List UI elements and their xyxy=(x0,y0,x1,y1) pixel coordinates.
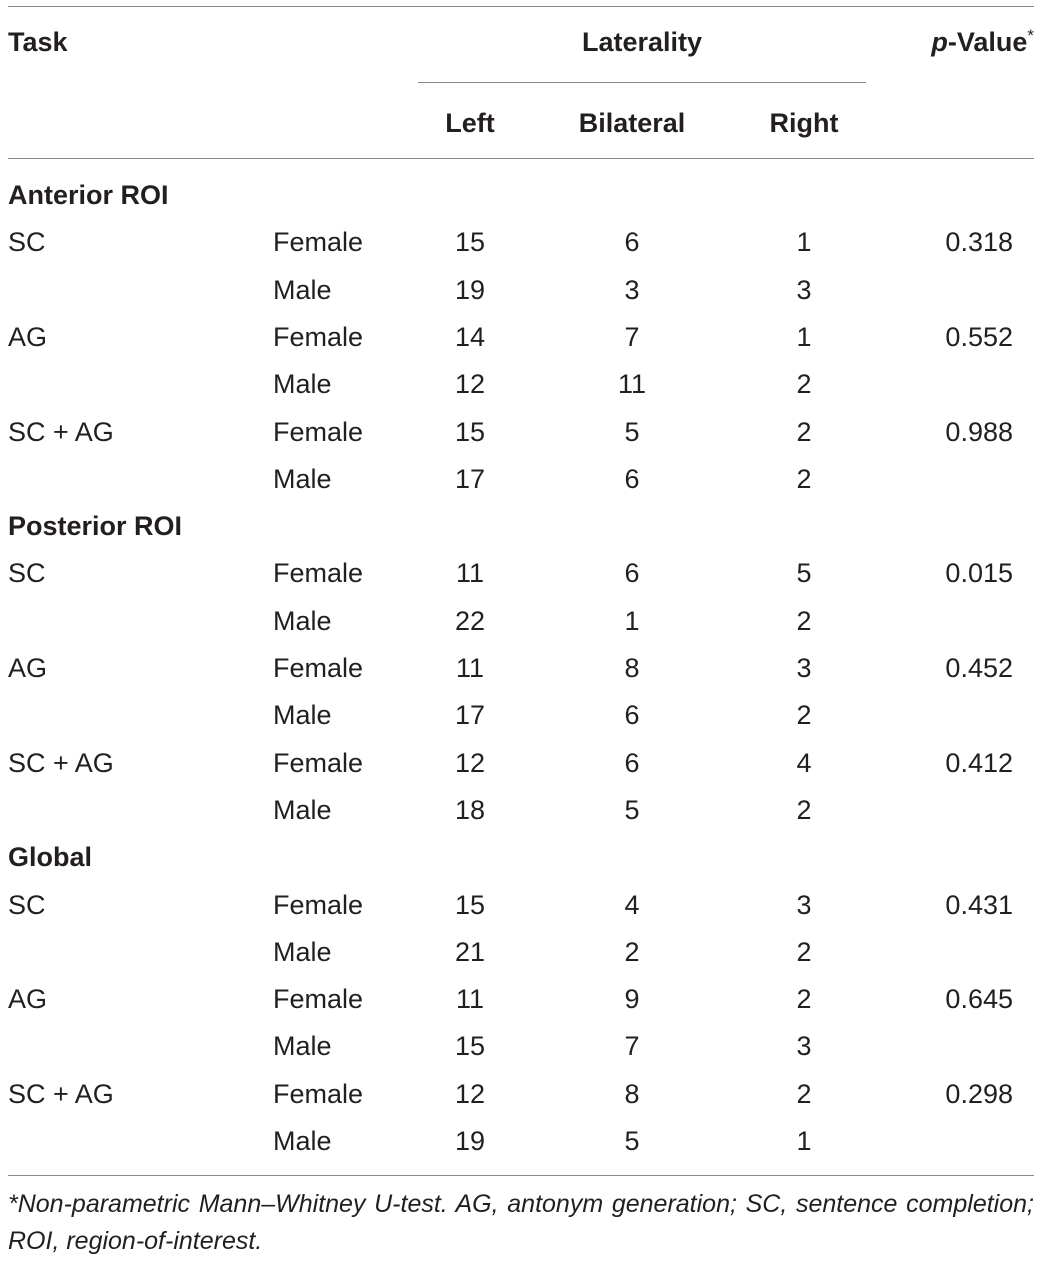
sex-label: Female xyxy=(273,558,364,589)
left-count: 15 xyxy=(454,227,486,258)
left-count: 15 xyxy=(454,416,486,447)
laterality-rule xyxy=(418,82,866,83)
right-count: 2 xyxy=(796,416,812,447)
task-label: SC xyxy=(8,227,46,258)
bilateral-count: 6 xyxy=(624,747,640,778)
left-count: 19 xyxy=(454,1126,486,1156)
p-value: 0.431 xyxy=(945,889,1013,920)
p-value: 0.015 xyxy=(945,558,1013,589)
header-bilateral: Bilateral xyxy=(578,108,686,138)
sex-label: Female xyxy=(273,984,364,1015)
sex-label: Female xyxy=(273,1078,364,1109)
sex-label: Male xyxy=(273,274,332,305)
right-count: 1 xyxy=(796,321,812,352)
bilateral-count: 1 xyxy=(624,605,640,636)
sex-label: Male xyxy=(273,605,332,636)
bilateral-count: 9 xyxy=(624,984,640,1015)
bilateral-count: 6 xyxy=(624,463,640,494)
header-laterality: Laterality xyxy=(581,27,703,57)
sex-label: Male xyxy=(273,936,332,967)
sex-label: Male xyxy=(273,794,332,825)
right-count: 2 xyxy=(796,700,812,731)
sex-label: Male xyxy=(273,700,332,731)
left-count: 17 xyxy=(454,700,486,731)
right-count: 2 xyxy=(796,984,812,1015)
sex-label: Male xyxy=(273,1126,332,1156)
left-count: 12 xyxy=(454,1078,486,1109)
p-value: 0.645 xyxy=(945,984,1013,1015)
left-count: 11 xyxy=(455,984,485,1015)
bilateral-count: 6 xyxy=(624,227,640,258)
left-count: 15 xyxy=(454,1031,486,1062)
bilateral-count: 2 xyxy=(624,936,640,967)
section-title: Global xyxy=(8,842,93,873)
left-count: 21 xyxy=(454,936,486,967)
header-task: Task xyxy=(8,27,68,57)
left-count: 11 xyxy=(455,653,485,683)
sex-label: Female xyxy=(273,889,364,920)
bilateral-count: 5 xyxy=(624,1126,640,1156)
header-bottom-rule xyxy=(8,158,1034,159)
bilateral-count: 3 xyxy=(624,274,640,305)
right-count: 3 xyxy=(796,1031,812,1062)
left-count: 15 xyxy=(454,889,486,920)
bilateral-count: 8 xyxy=(624,653,640,683)
left-count: 22 xyxy=(454,605,486,636)
sex-label: Female xyxy=(273,653,364,683)
right-count: 2 xyxy=(796,1078,812,1109)
header-right: Right xyxy=(769,108,839,138)
p-value: 0.452 xyxy=(945,653,1013,683)
task-label: SC + AG xyxy=(8,416,114,447)
left-count: 17 xyxy=(454,463,486,494)
task-label: SC + AG xyxy=(8,747,114,778)
bilateral-count: 7 xyxy=(624,321,640,352)
right-count: 2 xyxy=(796,463,812,494)
right-count: 1 xyxy=(796,227,812,258)
sex-label: Female xyxy=(273,321,364,352)
right-count: 2 xyxy=(796,369,812,400)
header-left: Left xyxy=(445,108,495,138)
bilateral-count: 5 xyxy=(624,416,640,447)
task-label: AG xyxy=(8,321,48,352)
left-count: 12 xyxy=(454,369,486,400)
left-count: 19 xyxy=(454,274,486,305)
right-count: 3 xyxy=(796,653,812,683)
top-rule xyxy=(8,6,1034,7)
header-pvalue-p: p xyxy=(931,27,948,57)
bilateral-count: 6 xyxy=(624,700,640,731)
header-pvalue xyxy=(931,26,1034,58)
right-count: 1 xyxy=(796,1126,812,1156)
bilateral-count: 11 xyxy=(617,369,647,400)
p-value: 0.988 xyxy=(945,416,1013,447)
sex-label: Female xyxy=(273,747,364,778)
right-count: 3 xyxy=(796,889,812,920)
right-count: 5 xyxy=(796,558,812,589)
bilateral-count: 4 xyxy=(624,889,640,920)
p-value: 0.318 xyxy=(945,227,1013,258)
p-value: 0.298 xyxy=(945,1078,1013,1109)
p-value: 0.412 xyxy=(945,747,1013,778)
right-count: 2 xyxy=(796,794,812,825)
bilateral-count: 8 xyxy=(624,1078,640,1109)
sex-label: Male xyxy=(273,1031,332,1062)
sex-label: Male xyxy=(273,463,332,494)
right-count: 4 xyxy=(796,747,812,778)
right-count: 2 xyxy=(796,605,812,636)
left-count: 11 xyxy=(455,558,485,589)
sex-label: Female xyxy=(273,227,364,258)
right-count: 3 xyxy=(796,274,812,305)
task-label: SC xyxy=(8,558,46,589)
bilateral-count: 6 xyxy=(624,558,640,589)
header-pvalue-mark: * xyxy=(1027,26,1034,45)
bilateral-count: 7 xyxy=(624,1031,640,1062)
sex-label: Male xyxy=(273,369,332,400)
header-pvalue-rest: -Value xyxy=(947,27,1028,57)
left-count: 18 xyxy=(454,794,486,825)
p-value: 0.552 xyxy=(945,321,1013,352)
section-title: Anterior ROI xyxy=(8,180,169,210)
footnote: *Non-parametric Mann–Whitney U-test. AG, antonym generation; SC, sentence completion; ROI, region-of-interest. xyxy=(8,1190,1034,1255)
left-count: 12 xyxy=(454,747,486,778)
bilateral-count: 5 xyxy=(624,794,640,825)
section-title: Posterior ROI xyxy=(8,511,183,542)
task-label: SC + AG xyxy=(8,1078,114,1109)
left-count: 14 xyxy=(454,321,486,352)
right-count: 2 xyxy=(796,936,812,967)
sex-label: Female xyxy=(273,416,364,447)
table-bottom-rule xyxy=(8,1175,1034,1176)
task-label: SC xyxy=(8,889,46,920)
task-label: AG xyxy=(8,984,48,1015)
task-label: AG xyxy=(8,653,48,683)
